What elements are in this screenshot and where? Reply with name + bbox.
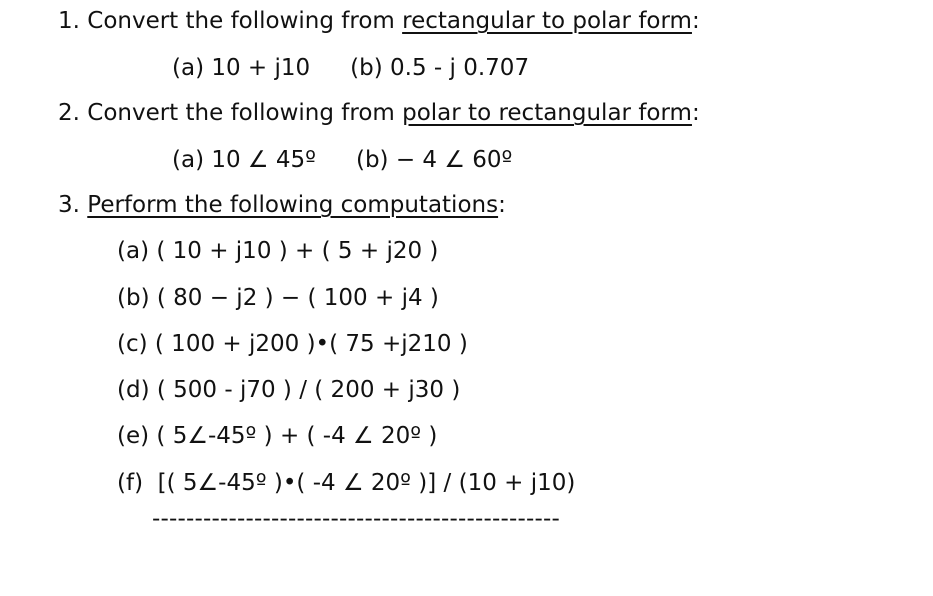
- dashed-divider: ------------------------------------------------: [152, 506, 560, 532]
- question-1-prefix: 1. Convert the following from: [58, 8, 403, 34]
- question-3-prefix: 3.: [58, 192, 88, 218]
- question-1-underlined: rectangular to polar form: [402, 8, 692, 34]
- question-1-heading: [58, 6, 700, 36]
- computation-b: (b) ( 80 − j2 ) − ( 100 + j4 ): [117, 285, 439, 311]
- question-3-heading: [58, 190, 506, 220]
- question-1-part-a: (a) 10 + j10: [172, 55, 311, 81]
- question-2-part-b: (b) − 4 ∠ 60º: [355, 147, 513, 173]
- question-2-underlined: polar to rectangular form: [402, 100, 692, 126]
- question-1-part-b: (b) 0.5 - j 0.707: [350, 55, 530, 81]
- computation-c: (c) ( 100 + j200 )•( 75 +j210 ): [117, 331, 468, 357]
- computation-d: (d) ( 500 - j70 ) / ( 200 + j30 ): [117, 377, 461, 403]
- question-2-heading: [58, 98, 700, 128]
- computation-f: (f) [( 5∠-45º )•( -4 ∠ 20º )] / (10 + j10): [117, 470, 576, 496]
- question-3-underlined: Perform the following computations: [87, 192, 499, 218]
- question-2-prefix: 2. Convert the following from: [58, 100, 403, 126]
- computation-a: (a) ( 10 + j10 ) + ( 5 + j20 ): [117, 238, 439, 264]
- computation-e: (e) ( 5∠-45º ) + ( -4 ∠ 20º ): [117, 423, 438, 449]
- question-2-parts: [172, 145, 512, 175]
- question-1-suffix: :: [691, 8, 700, 34]
- question-1-parts: [172, 53, 529, 83]
- question-2-part-a: (a) 10 ∠ 45º: [172, 147, 316, 173]
- question-2-suffix: :: [691, 100, 700, 126]
- question-3-suffix: :: [498, 192, 506, 218]
